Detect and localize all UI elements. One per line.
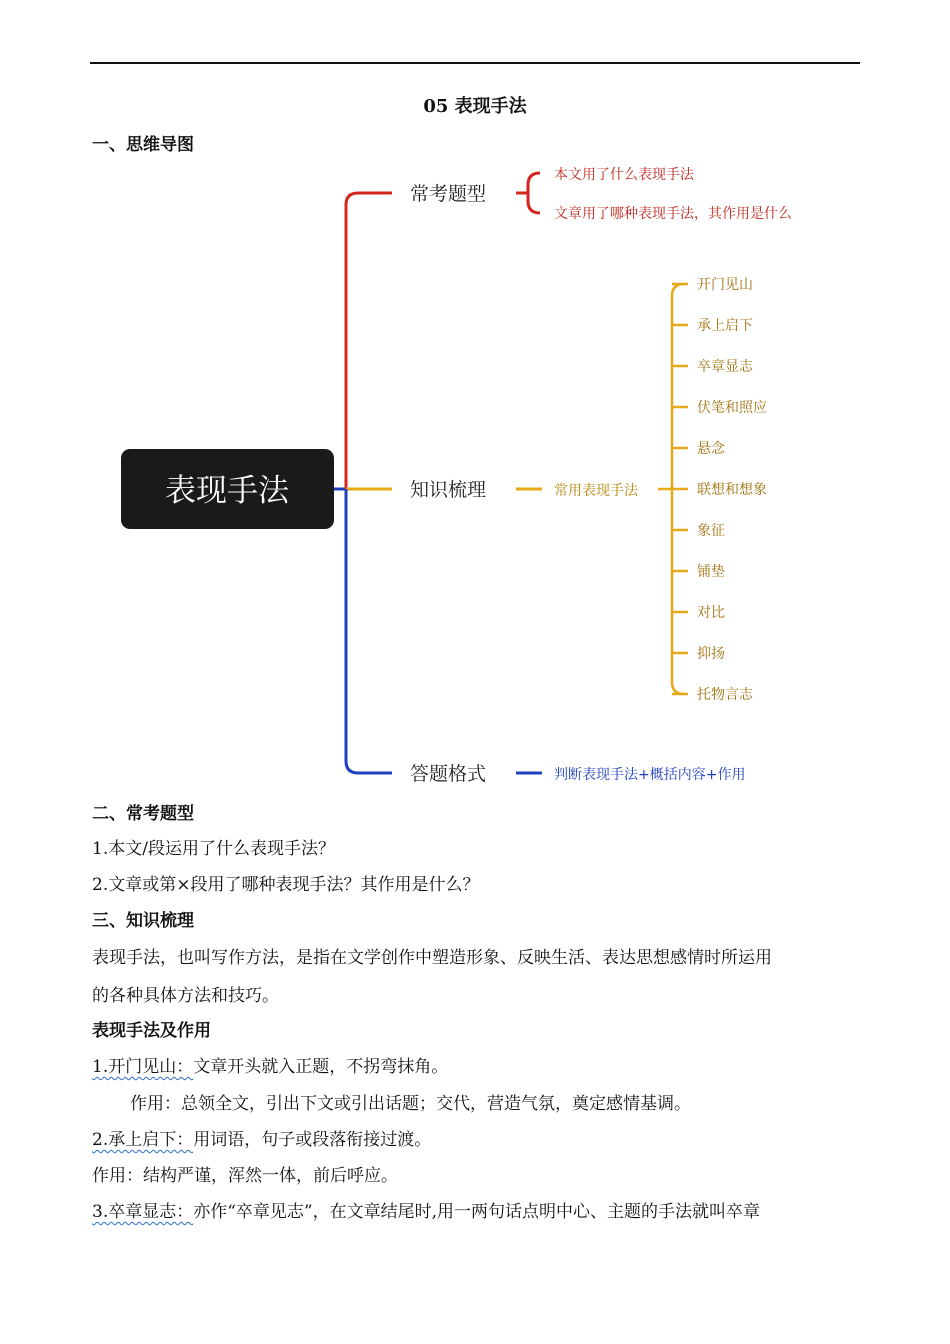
exam-item-1: 本文用了什么表现手法 bbox=[554, 167, 694, 183]
branch-label-answer: 答题格式 bbox=[410, 763, 487, 785]
knowledge-items bbox=[672, 277, 767, 703]
knowledge-item: 开门见山 bbox=[697, 277, 753, 293]
section-heading-mindmap: 一、思维导图 bbox=[92, 135, 194, 155]
technique-1 bbox=[92, 1052, 448, 1077]
branch-label-knowledge: 知识梳理 bbox=[410, 479, 487, 501]
branch-line-answer bbox=[346, 489, 392, 773]
technique-1-text: 文章开头就入正题，不拐弯抹角。 bbox=[193, 1057, 449, 1077]
document-title: 05 表现手法 bbox=[423, 96, 527, 117]
knowledge-sub-label: 常用表现手法 bbox=[554, 483, 638, 499]
mindmap-root-label: 表现手法 bbox=[165, 473, 289, 509]
knowledge-item: 对比 bbox=[697, 605, 725, 621]
knowledge-item: 伏笔和照应 bbox=[697, 400, 767, 416]
technique-1-term: 1.开门见山： bbox=[92, 1057, 194, 1077]
knowledge-item: 铺垫 bbox=[697, 564, 725, 580]
knowledge-item: 托物言志 bbox=[697, 687, 753, 703]
knowledge-item: 抑扬 bbox=[697, 646, 725, 662]
answer-item: 判断表现手法+概括内容+作用 bbox=[554, 767, 746, 783]
branch-label-exam: 常考题型 bbox=[410, 183, 487, 205]
exam-brace bbox=[516, 173, 540, 213]
subheading-techniques: 表现手法及作用 bbox=[92, 1021, 211, 1041]
technique-1-effect: 作用：总领全文，引出下文或引出话题；交代，营造气氛，奠定感情基调。 bbox=[130, 1094, 691, 1114]
knowledge-item: 联想和想象 bbox=[697, 482, 767, 498]
technique-3-text: 亦作“卒章见志”，在文章结尾时,用一两句话点明中心、主题的手法就叫卒章 bbox=[193, 1202, 761, 1222]
section-heading-exam: 二、常考题型 bbox=[92, 804, 194, 824]
knowledge-item: 承上启下 bbox=[697, 318, 753, 334]
technique-2 bbox=[92, 1125, 431, 1150]
knowledge-item: 卒章显志 bbox=[697, 359, 753, 375]
technique-3-term: 3.卒章显志： bbox=[92, 1202, 194, 1222]
knowledge-item: 悬念 bbox=[697, 441, 725, 457]
technique-3 bbox=[92, 1197, 760, 1222]
exam-item-2: 文章用了哪种表现手法，其作用是什么 bbox=[554, 206, 792, 222]
section-heading-knowledge: 三、知识梳理 bbox=[92, 911, 194, 931]
technique-2-effect: 作用：结构严谨，浑然一体，前后呼应。 bbox=[92, 1166, 398, 1186]
technique-2-term: 2.承上启下： bbox=[92, 1130, 194, 1150]
intro-line-1: 表现手法，也叫写作方法，是指在文学创作中塑造形象、反映生活、表达思想感情时所运用 bbox=[92, 948, 772, 968]
technique-2-text: 用词语，句子或段落衔接过渡。 bbox=[193, 1130, 432, 1150]
exam-question-1: 1.本文/段运用了什么表现手法？ bbox=[92, 839, 335, 859]
intro-line-2: 的各种具体方法和技巧。 bbox=[92, 986, 279, 1006]
exam-question-2: 2.文章或第×段用了哪种表现手法？其作用是什么？ bbox=[92, 875, 480, 895]
knowledge-item: 象征 bbox=[697, 523, 725, 539]
branch-line-exam bbox=[346, 193, 392, 489]
